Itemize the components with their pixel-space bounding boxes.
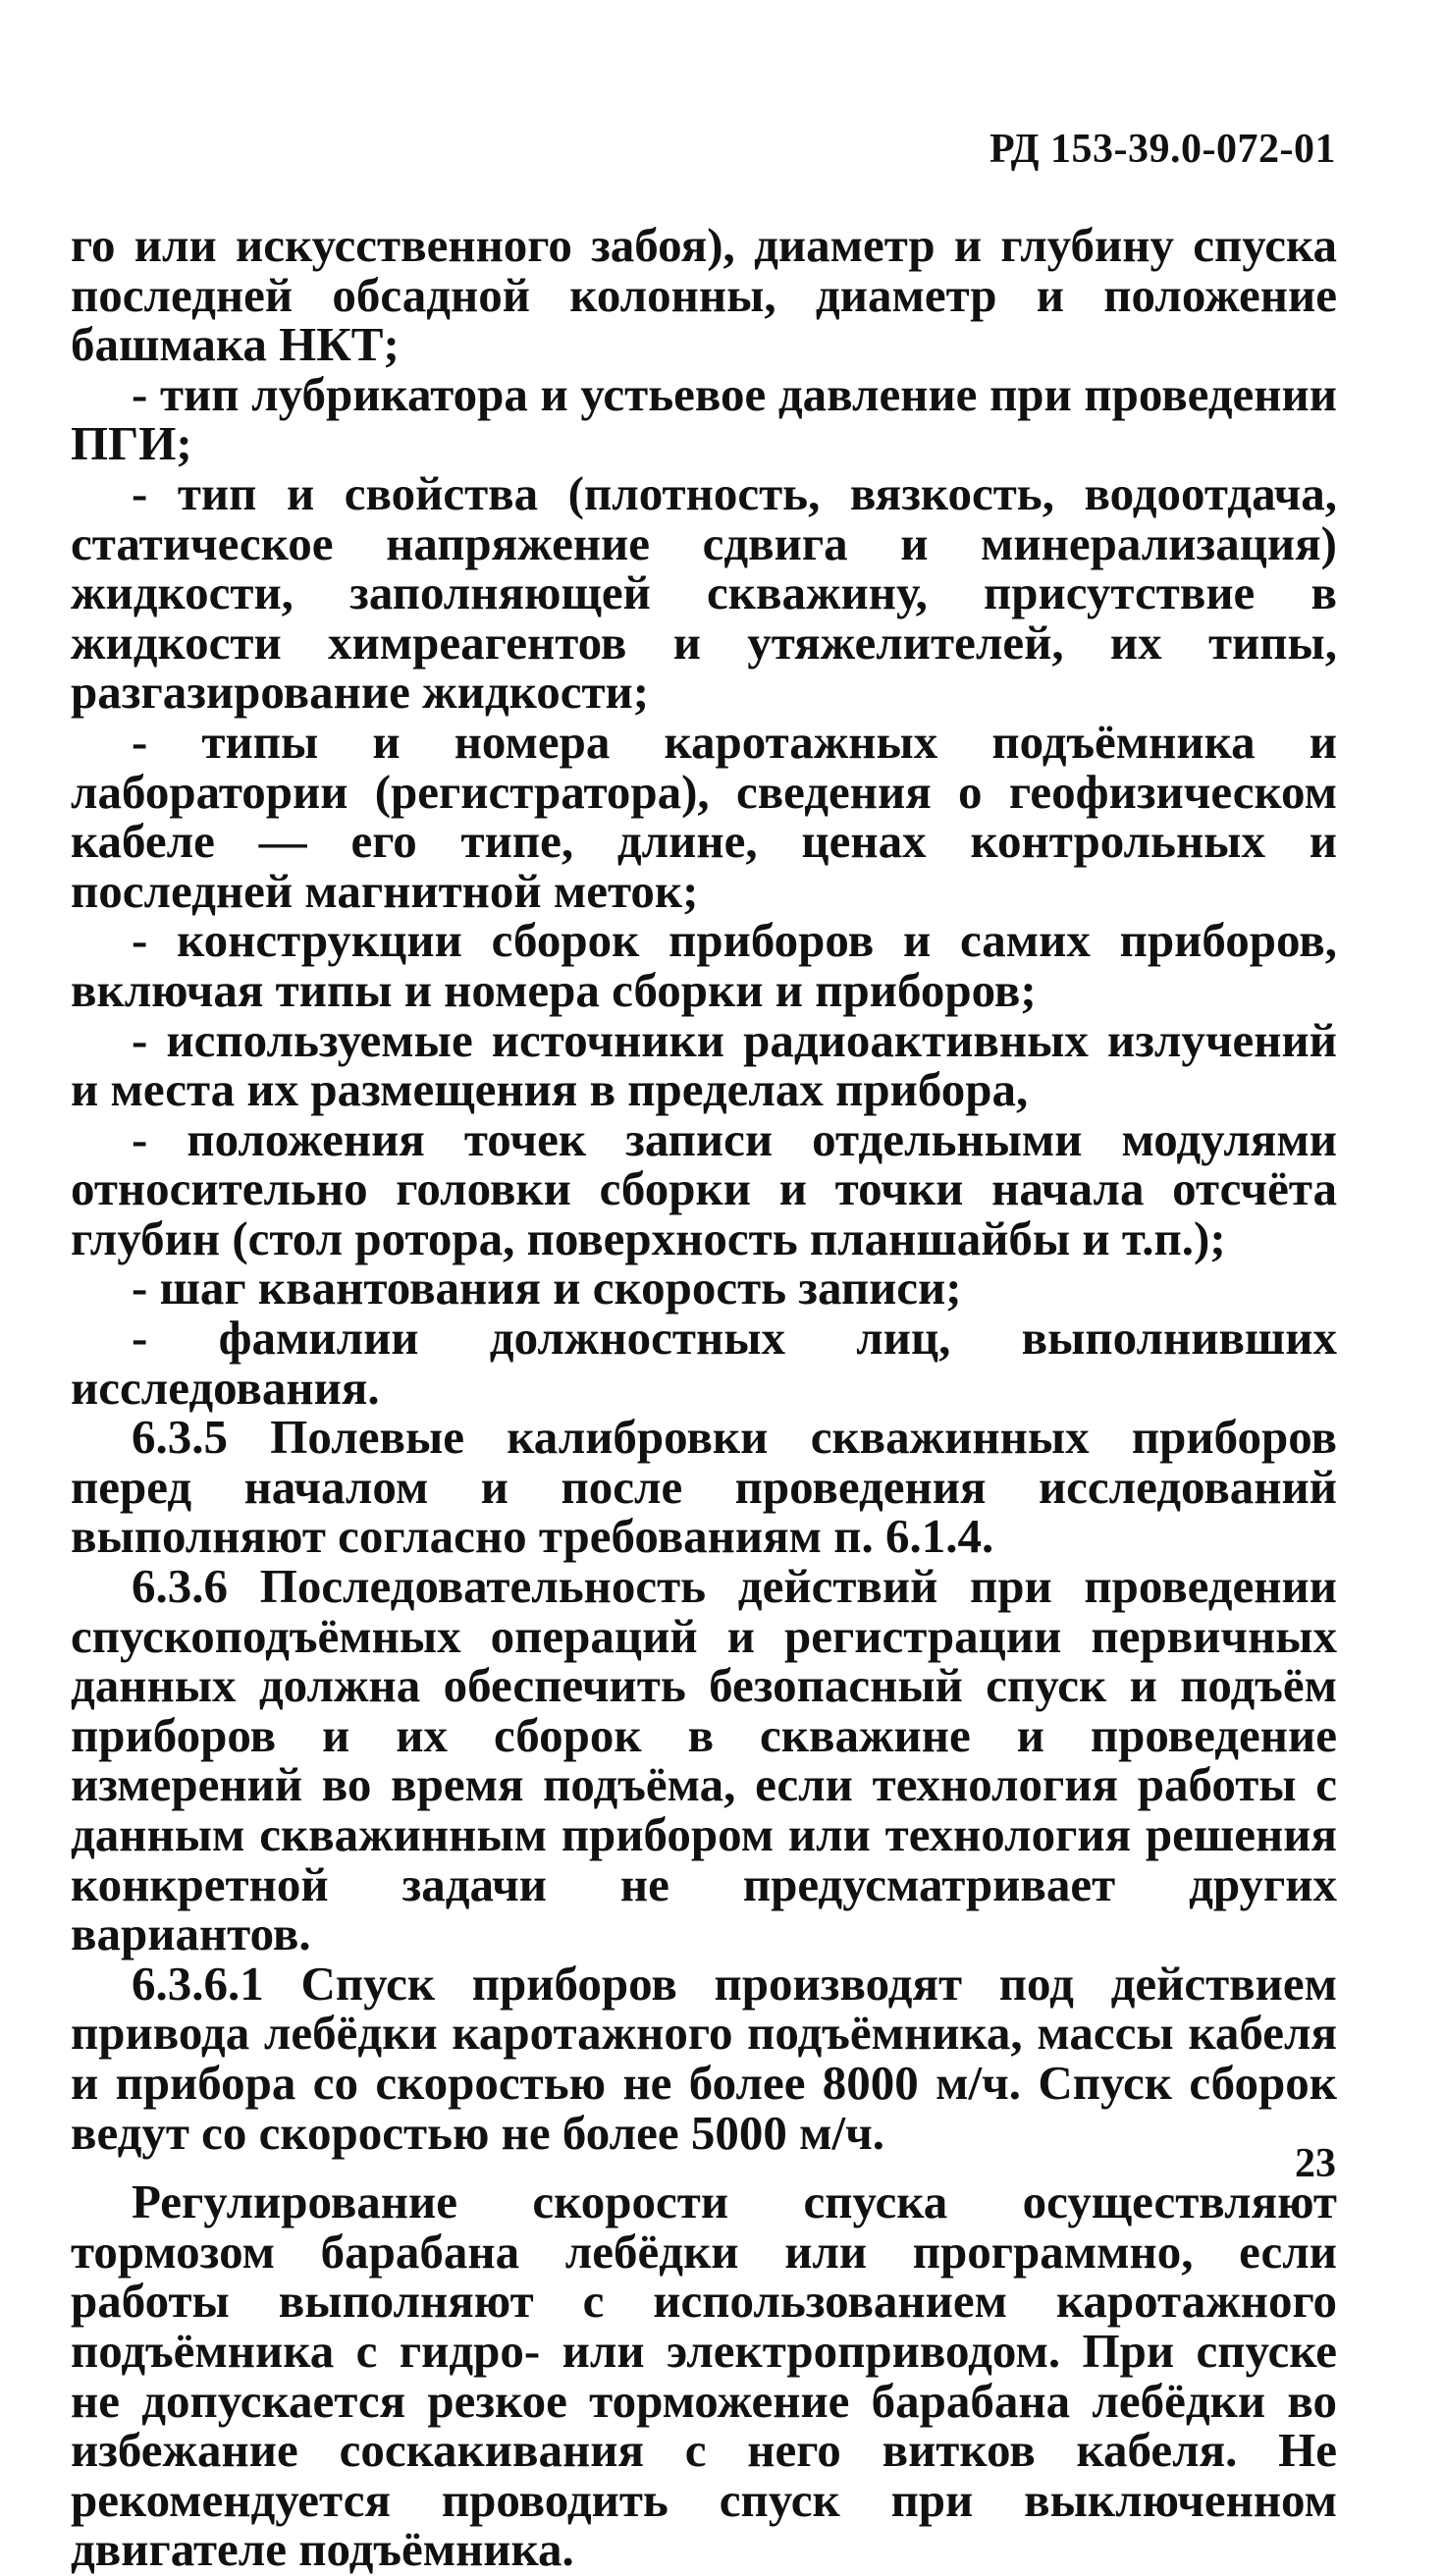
section-6-3-6-1: 6.3.6.1 Спуск приборов производят под действием привода лебёдки каротажного подъёмника, массы кабеля и прибора со скоростью не более 8000 м/ч. Спуск сборок ведут со скоростью не более 5000 м/ч. — [71, 1956, 1337, 2160]
paragraph-continuation: го или искусственного забоя), диаметр и глубину спуска последней обсадной колонны, диаметр и положение башмака НКТ; — [71, 218, 1337, 372]
document-code-header: РД 153-39.0-072-01 — [989, 127, 1336, 172]
list-item-recording-points: - положения точек записи отдельными модулями относительно головки сборки и точки начала отсчёта глубин (стол ротора, поверхность планшайбы и т.п.); — [71, 1111, 1337, 1265]
list-item-sampling-step: - шаг квантования и скорость записи; — [132, 1261, 962, 1315]
body-text — [71, 218, 1337, 2576]
section-6-3-6: 6.3.6 Последовательность действий при проведении спускоподъёмных операций и регистрации первичных данных должна обеспечить безопасный спуск и подъём приборов и их сборок в скважине и проведение измерений во время подъёма, если технология работы с данным скважинным прибором или технология решения конкретной задачи не предусматривает других вариантов. — [71, 1559, 1337, 1961]
page-number: 23 — [1295, 2141, 1336, 2186]
section-6-3-5: 6.3.5 Полевые калибровки скважинных приборов перед началом и после проведения исследований выполняют согласно требованиям п. 6.1.4. — [71, 1410, 1337, 1564]
list-item-radioactive-sources: - используемые источники радиоактивных излучений и места их размещения в пределах прибора, — [71, 1012, 1337, 1117]
paragraph-speed-regulation: Регулирование скорости спуска осуществляют тормозом барабана лебёдки или программно, если работы выполняют с использованием каротажного подъёмника с гидро- или электроприводом. При спуске не допускается резкое торможение барабана лебёдки во избежание соскакивания с него витков кабеля. Не рекомендуется проводить спуск при выключенном двигателе подъёмника. — [71, 2174, 1337, 2576]
list-item-lubricator: - тип лубрикатора и устьевое давление при проведении ПГИ; — [71, 366, 1337, 471]
list-item-hoist-and-cable: - типы и номера каротажных подъёмника и лаборатории (регистратора), сведения о геофизическом кабеле — его типе, длине, ценах контрольных и последней магнитной меток; — [71, 714, 1337, 918]
list-item-fluid-properties: - тип и свойства (плотность, вязкость, водоотдача, статическое напряжение сдвига и минерализация) жидкости, заполняющей скважину, присутствие в жидкости химреагентов и утяжелителей, их типы, разгазирование жидкости; — [71, 465, 1337, 720]
list-item-personnel: - фамилии должностных лиц, выполнивших исследования. — [71, 1311, 1337, 1415]
list-item-tool-assemblies: - конструкции сборок приборов и самих приборов, включая типы и номера сборки и приборов; — [71, 913, 1337, 1017]
